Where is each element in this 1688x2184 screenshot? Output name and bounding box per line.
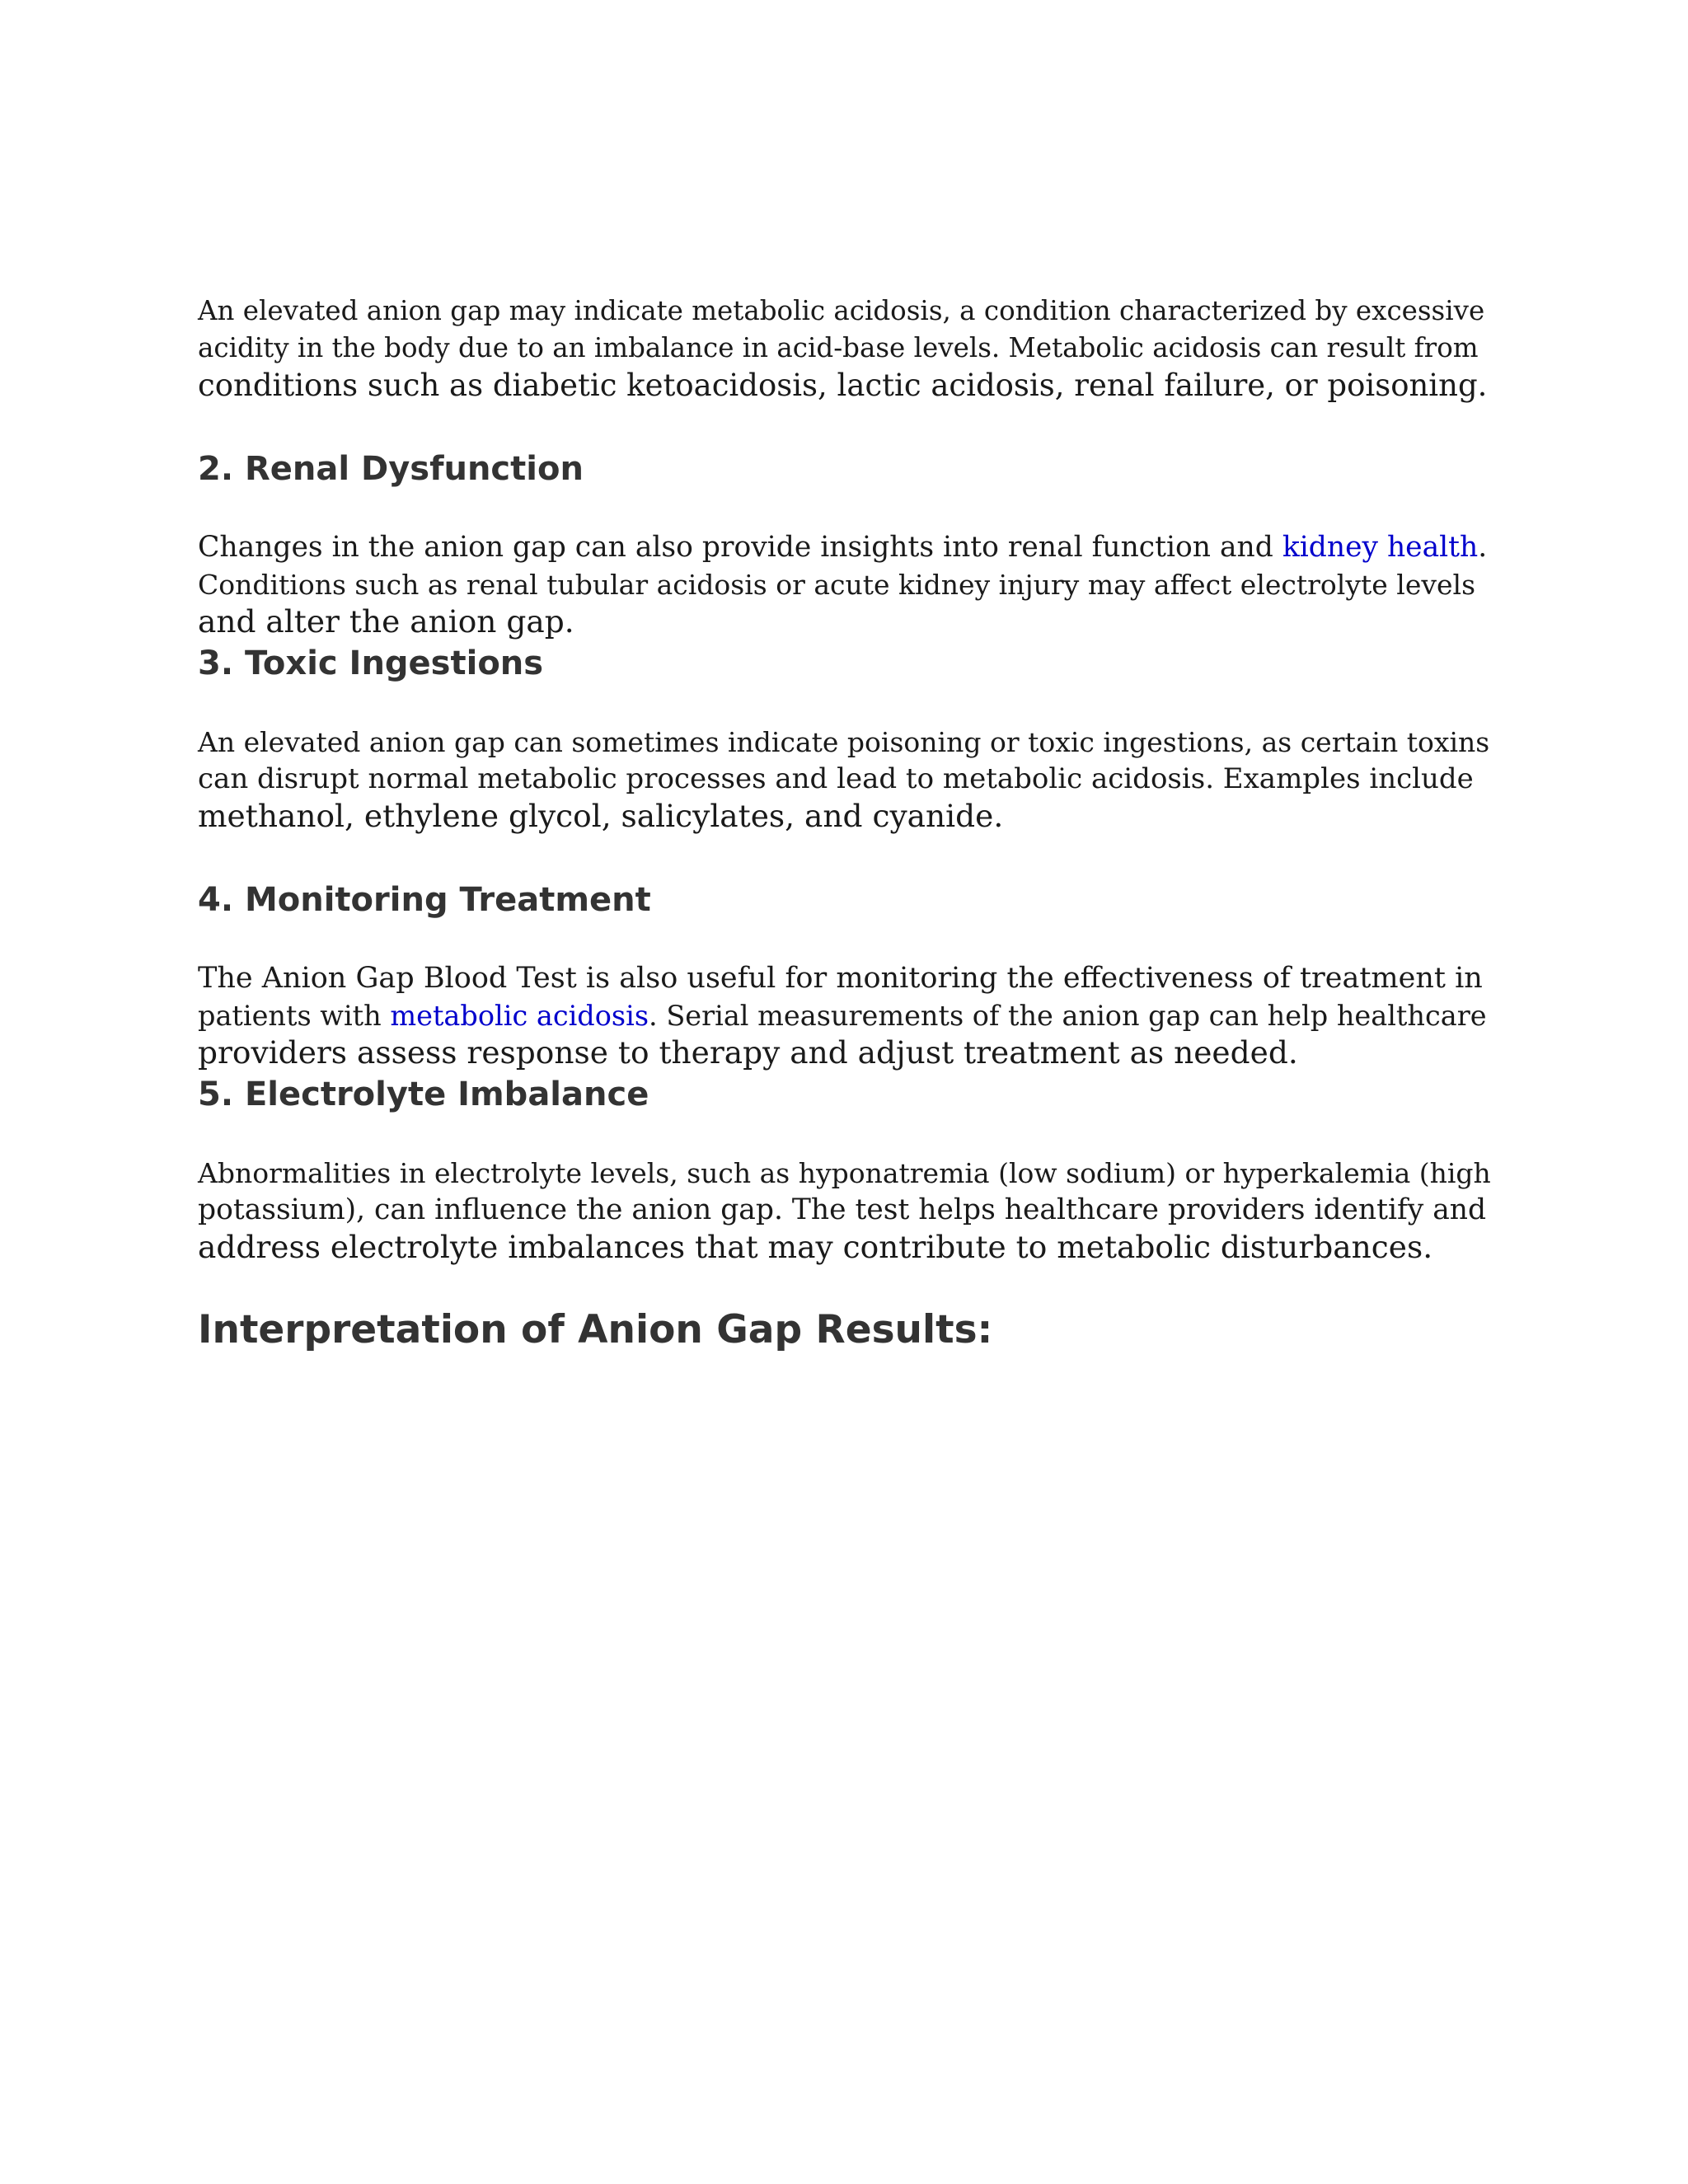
- intro-line-2: acidity in the body due to an imbalance in acid-base levels. Metabolic acidosis can result from: [198, 332, 1479, 363]
- renal-line-1: [198, 529, 1488, 566]
- toxic-ingestions-paragraph: [198, 724, 1490, 835]
- section-heading-renal-dysfunction: 2. Renal Dysfunction: [198, 450, 584, 488]
- renal-line-2: Conditions such as renal tubular acidosis or acute kidney injury may affect electrolyte levels: [198, 569, 1476, 601]
- section-heading-electrolyte-imbalance: 5. Electrolyte Imbalance: [198, 1076, 649, 1113]
- renal-line-1-end: .: [1478, 531, 1488, 564]
- monitoring-line-3: providers assess response to therapy and adjust treatment as needed.: [198, 1034, 1298, 1071]
- renal-line-1-text: Changes in the anion gap can also provide insights into renal function and: [198, 531, 1282, 564]
- document-page: [198, 293, 1491, 1353]
- kidney-health-link[interactable]: kidney health: [1282, 531, 1479, 564]
- section-heading-monitoring-treatment: 4. Monitoring Treatment: [198, 881, 651, 919]
- renal-line-3: and alter the anion gap.: [198, 603, 574, 640]
- toxic-line-2: can disrupt normal metabolic processes and lead to metabolic acidosis. Examples include: [198, 762, 1474, 795]
- toxic-line-3: methanol, ethylene glycol, salicylates, and cyanide.: [198, 798, 1004, 834]
- electrolyte-line-2: potassium), can influence the anion gap. The test helps healthcare providers identify and: [198, 1193, 1487, 1226]
- section-heading-interpretation: Interpretation of Anion Gap Results:: [198, 1307, 993, 1352]
- intro-line-3: conditions such as diabetic ketoacidosis, lactic acidosis, renal failure, or poisoning.: [198, 368, 1488, 403]
- monitoring-line-2: [198, 997, 1487, 1034]
- monitoring-line-2-text: patients with: [198, 1000, 391, 1032]
- monitoring-treatment-paragraph: [198, 960, 1487, 1071]
- section-heading-toxic-ingestions: 3. Toxic Ingestions: [198, 644, 544, 682]
- renal-dysfunction-paragraph: [198, 529, 1488, 640]
- metabolic-acidosis-link[interactable]: metabolic acidosis: [390, 1000, 649, 1032]
- electrolyte-imbalance-paragraph: [198, 1155, 1491, 1266]
- intro-line-1: An elevated anion gap may indicate metabolic acidosis, a condition characterized by excessive: [198, 295, 1485, 326]
- toxic-line-1: An elevated anion gap can sometimes indicate poisoning or toxic ingestions, as certain toxins: [198, 726, 1490, 758]
- monitoring-line-1: The Anion Gap Blood Test is also useful for monitoring the effectiveness of treatment in: [198, 962, 1483, 995]
- intro-paragraph: [198, 293, 1488, 404]
- electrolyte-line-3: address electrolyte imbalances that may contribute to metabolic disturbances.: [198, 1229, 1433, 1265]
- monitoring-line-2-end: . Serial measurements of the anion gap can help healthcare: [649, 1000, 1487, 1032]
- electrolyte-line-1: Abnormalities in electrolyte levels, such as hyponatremia (low sodium) or hyperkalemia (high: [198, 1157, 1491, 1189]
